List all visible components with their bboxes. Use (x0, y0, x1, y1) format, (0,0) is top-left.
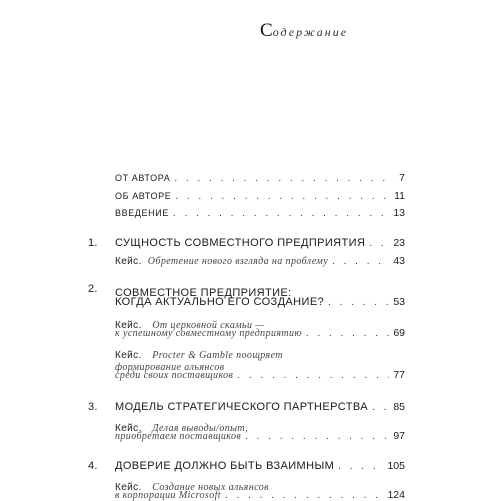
chapter-number: 2. (88, 283, 98, 295)
toc-entry-from-author[interactable] (115, 172, 405, 184)
case-title: Procter & Gamble поощряет (152, 350, 283, 361)
chapter-number: 1. (88, 237, 98, 249)
case-label: Кейс. (115, 320, 142, 331)
case-title: формирование альянсов (115, 362, 225, 373)
chapter-page: 53 (393, 296, 405, 308)
chapter-title: МОДЕЛЬ СТРАТЕГИЧЕСКОГО ПАРТНЕРСТВА (115, 401, 368, 413)
chapter-title: СУЩНОСТЬ СОВМЕСТНОГО ПРЕДПРИЯТИЯ (115, 237, 366, 249)
chapter-number: 3. (88, 401, 98, 413)
toc-entry-title: ВВЕДЕНИЕ (115, 208, 169, 218)
case-page: 43 (393, 255, 405, 267)
case-title: приобретаем поставщиков (115, 431, 242, 442)
toc-entry-title: ОБ АВТОРЕ (115, 191, 172, 201)
case-page: 69 (393, 327, 405, 339)
toc-case-4-1[interactable] (115, 489, 405, 501)
leader-dots (173, 208, 389, 219)
leader-dots (174, 173, 395, 184)
case-page: 124 (387, 489, 405, 501)
leader-dots (245, 431, 389, 442)
case-label: Кейс. (115, 482, 142, 493)
leader-dots (372, 402, 389, 413)
case-page: 97 (393, 430, 405, 442)
leader-dots (328, 297, 389, 308)
toc-entry-page: 7 (399, 172, 405, 184)
toc-case-3-1[interactable] (115, 430, 405, 442)
toc-chapter-1[interactable] (115, 237, 405, 249)
toc-case-1-1[interactable] (115, 255, 405, 267)
case-label: Кейс. (115, 350, 142, 361)
toc-chapter-4[interactable] (115, 460, 405, 472)
leader-dots (237, 370, 389, 381)
chapter-title: ДОВЕРИЕ ДОЛЖНО БЫТЬ ВЗАИМНЫМ (115, 460, 335, 472)
page-title-rest: одержание (272, 25, 349, 39)
case-title: среди своих поставщиков (115, 370, 234, 381)
toc-entry-about-author[interactable] (115, 190, 405, 202)
leader-dots (338, 461, 383, 472)
case-page: 77 (393, 369, 405, 381)
toc-case-2-2[interactable] (115, 369, 405, 381)
chapter-title: КОГДА АКТУАЛЬНО ЕГО СОЗДАНИЕ? (115, 296, 325, 308)
toc-chapter-3[interactable] (115, 401, 405, 413)
chapter-page: 23 (393, 237, 405, 249)
toc-chapter-2[interactable] (115, 296, 405, 308)
leader-dots (225, 490, 384, 501)
case-label: Кейс. (115, 256, 142, 267)
toc-entry-introduction[interactable] (115, 207, 405, 219)
toc-entry-page: 11 (394, 190, 405, 202)
case-title: Обретение нового взгляда на проблему (147, 256, 329, 267)
chapter-page: 105 (387, 460, 405, 472)
case-title: Делая выводы/опыт, (152, 423, 249, 434)
case-title: От церковной скамьи — (152, 320, 265, 331)
toc-case-2-1[interactable] (115, 327, 405, 339)
page-title-initial: С (260, 20, 273, 41)
leader-dots (175, 191, 390, 202)
case-label: Кейс. (115, 423, 142, 434)
case-title: в корпорации Microsoft (115, 490, 221, 501)
chapter-page: 85 (393, 401, 405, 413)
toc-entry-title: ОТ АВТОРА (115, 173, 171, 183)
chapter-number: 4. (88, 460, 98, 472)
toc-entry-page: 13 (393, 207, 405, 219)
chapter-title: СОВМЕСТНОЕ ПРЕДПРИЯТИЕ: (115, 287, 292, 299)
leader-dots (332, 256, 389, 267)
leader-dots (369, 238, 389, 249)
case-title: к успешному совместному предприятию (115, 328, 302, 339)
case-title: Создание новых альянсов (152, 482, 269, 493)
leader-dots (306, 328, 389, 339)
